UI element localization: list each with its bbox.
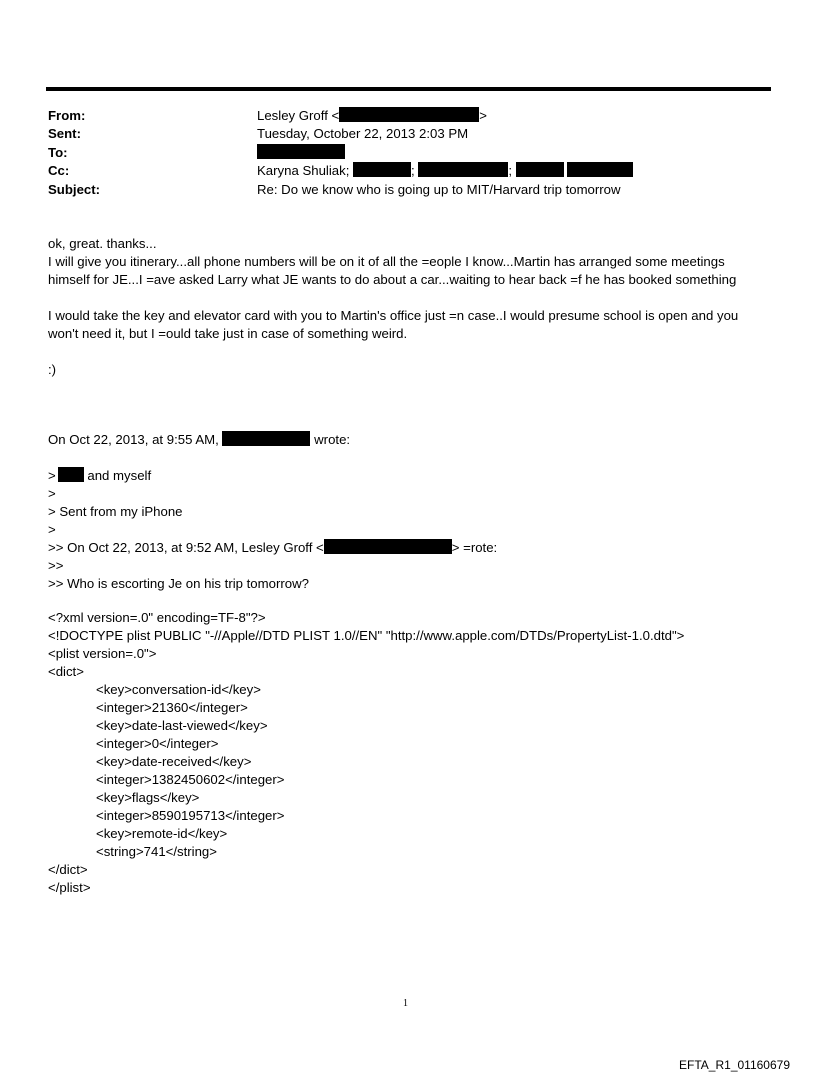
xml-line: <!DOCTYPE plist PUBLIC "-//Apple//DTD PLIST 1.0//EN" "http://www.apple.com/DTDs/PropertyList-1.0.dtd">: [48, 628, 685, 643]
quote-line: >: [48, 522, 56, 537]
xml-line: <integer>21360</integer>: [96, 700, 248, 715]
document-id: EFTA_R1_01160679: [679, 1058, 790, 1072]
quote-text: > =rote:: [451, 540, 498, 555]
quote-marker: >: [48, 468, 56, 483]
cc-separator: ;: [508, 163, 513, 178]
xml-line: </plist>: [48, 880, 91, 895]
from-close: >: [479, 108, 487, 123]
quote-line: [48, 467, 768, 485]
quote-line: >>: [48, 558, 64, 573]
subject-value: Re: Do we know who is going up to MIT/Harvard trip tomorrow: [257, 182, 621, 197]
quote-intro: [48, 431, 768, 449]
xml-block: [48, 609, 768, 897]
body-line: won't need it, but I =ould take just in case of something weird.: [48, 326, 408, 341]
quote-line: >: [48, 486, 56, 501]
xml-line: <key>date-last-viewed</key>: [96, 718, 268, 733]
body-line: I would take the key and elevator card with you to Martin's office just =n case..I would presume school is open and you: [48, 308, 739, 323]
header-rule: [46, 87, 771, 91]
quote-intro-prefix: On Oct 22, 2013, at 9:55 AM,: [48, 432, 219, 447]
redaction-block: [222, 431, 310, 446]
xml-line: <key>conversation-id</key>: [96, 682, 261, 697]
xml-line: <key>remote-id</key>: [96, 826, 228, 841]
xml-line: <key>date-received</key>: [96, 754, 252, 769]
body-paragraph-2: [48, 307, 768, 343]
redaction-block: [353, 162, 411, 177]
from-name: Lesley Groff <: [257, 108, 340, 123]
quote-text: and myself: [87, 468, 152, 483]
xml-line: <integer>0</integer>: [96, 736, 219, 751]
quote-line: [48, 539, 768, 557]
cc-label: Cc:: [48, 163, 70, 178]
quote-line: > Sent from my iPhone: [48, 504, 183, 519]
subject-label: Subject:: [48, 182, 101, 197]
from-value: [257, 107, 487, 125]
xml-line: <plist version=.0">: [48, 646, 157, 661]
body-line: I will give you itinerary...all phone numbers will be on it of all the =eople I know...Martin has arranged some meetings: [48, 254, 725, 269]
redaction-block: [324, 539, 452, 554]
cc-separator: ;: [411, 163, 415, 178]
cc-name: Karyna Shuliak;: [257, 163, 350, 178]
redaction-block: [58, 467, 84, 482]
redaction-block: [257, 144, 345, 159]
redaction-block: [516, 162, 564, 177]
sent-value: Tuesday, October 22, 2013 2:03 PM: [257, 126, 469, 141]
quote-intro-suffix: wrote:: [314, 432, 351, 447]
page-number: 1: [403, 998, 408, 1009]
redaction-block: [567, 162, 633, 177]
body-paragraph-1: [48, 235, 768, 289]
redaction-block: [339, 107, 479, 122]
quote-line: >> Who is escorting Je on his trip tomorrow?: [48, 576, 309, 591]
xml-line: <dict>: [48, 664, 84, 679]
xml-line: <key>flags</key>: [96, 790, 200, 805]
body-line: himself for JE...I =ave asked Larry what JE wants to do about a car...waiting to hear back =f he has booked something: [48, 272, 737, 287]
xml-line: <integer>8590195713</integer>: [96, 808, 285, 823]
to-value: [257, 144, 345, 162]
xml-line: <string>741</string>: [96, 844, 217, 859]
quote-text: >> On Oct 22, 2013, at 9:52 AM, Lesley Groff <: [48, 540, 324, 555]
xml-line: </dict>: [48, 862, 88, 877]
body-line: ok, great. thanks...: [48, 236, 157, 251]
xml-line: <integer>1382450602</integer>: [96, 772, 285, 787]
redaction-block: [418, 162, 508, 177]
to-label: To:: [48, 145, 68, 160]
xml-line: <?xml version=.0" encoding=TF-8"?>: [48, 610, 266, 625]
from-label: From:: [48, 108, 86, 123]
cc-value: [257, 162, 633, 180]
smiley: :): [48, 362, 57, 377]
quoted-thread: [48, 467, 768, 593]
sent-label: Sent:: [48, 126, 81, 141]
